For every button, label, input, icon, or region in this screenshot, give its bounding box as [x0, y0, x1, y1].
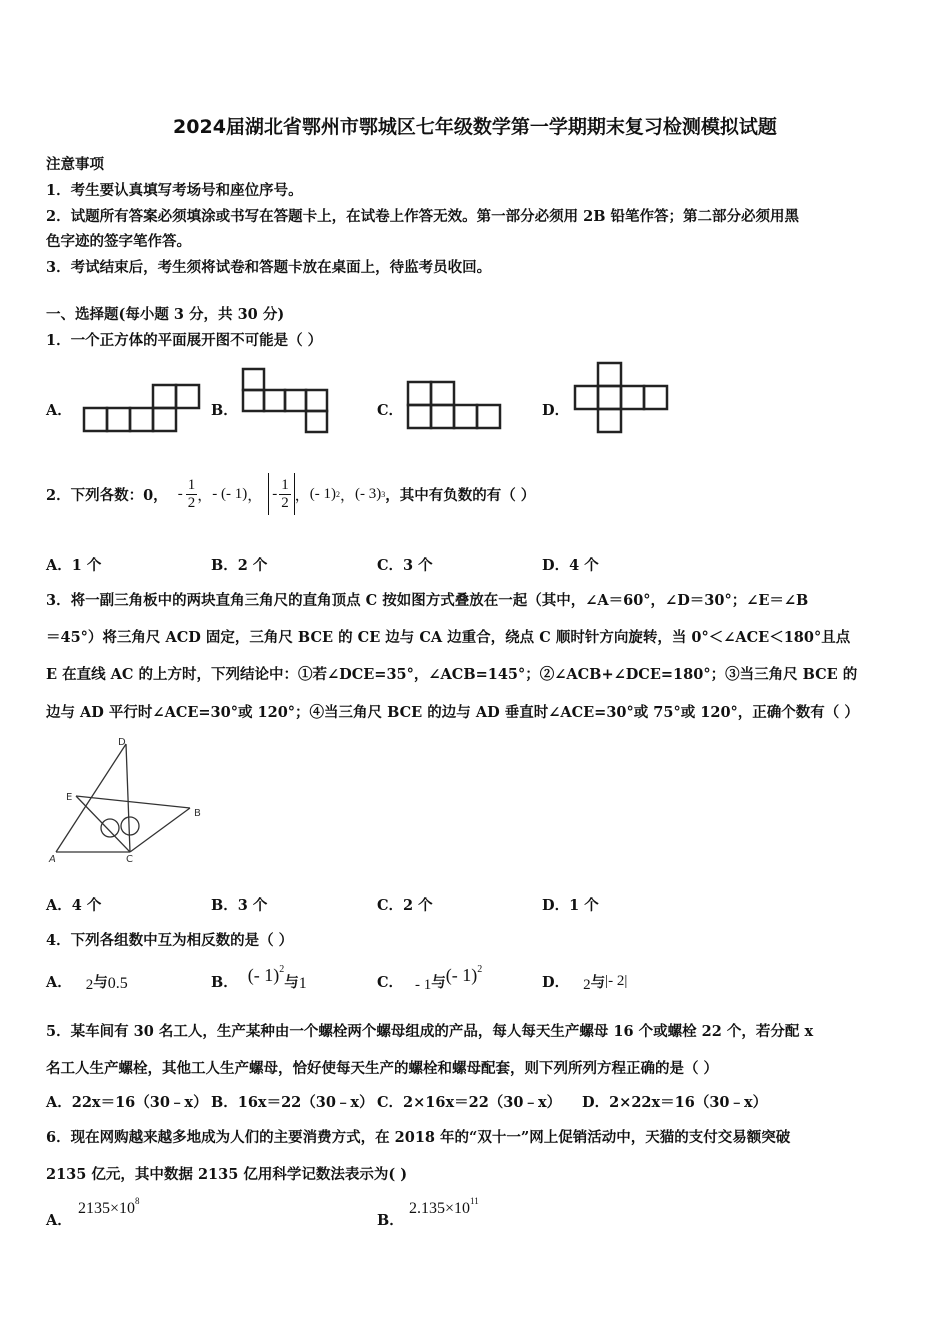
q3-option-a[interactable]: A．4 个	[46, 897, 102, 914]
q3-stem-line: E 在直线 AC 的上方时，下列结论中：①若∠DCE=35°，∠ACB=145°；②∠ACB+∠DCE=180°；③当三角尺 BCE 的	[46, 666, 858, 683]
edge-DC	[126, 744, 130, 852]
q2-option-b[interactable]: B．2 个	[211, 557, 268, 574]
q6-stem-line: 2135 亿元，其中数据 2135 亿用科学记数法表示为( )	[46, 1166, 408, 1183]
q1-option-d-label[interactable]: D．	[542, 402, 570, 419]
edge-EC	[76, 796, 130, 852]
q2-stem	[46, 472, 535, 516]
q2-fraction-denominator: 2	[187, 494, 196, 511]
q3-option-d[interactable]: D．1 个	[542, 897, 599, 914]
q4-option-c-value: - 1	[415, 976, 432, 993]
q2-option-d[interactable]: D．4 个	[542, 557, 599, 574]
q2-abs-fraction	[279, 477, 291, 512]
notice-heading: 注意事项	[46, 156, 104, 173]
q3-stem-line: 边与 AD 平行时∠ACE=30°或 120°；④当三角尺 BCE 的边与 AD 垂直时∠ACE=30°或 75°或 120°，正确个数有（ ）	[46, 704, 859, 721]
q4-option-c-label: C．	[377, 973, 404, 991]
q3-option-c[interactable]: C．2 个	[377, 897, 433, 914]
q4-option-c[interactable]	[377, 963, 482, 999]
q4-option-a-value: 2	[85, 976, 94, 993]
cube-net-d	[574, 362, 670, 434]
q6-option-b-mantissa: 2.135×10	[409, 1200, 471, 1217]
q6-option-a-exponent: 8	[135, 1196, 140, 1206]
q2-term5-exponent: 3	[381, 489, 386, 499]
q2-sep: ，	[339, 487, 355, 504]
q2-suffix: ，其中有负数的有（ ）	[385, 486, 536, 504]
q4-option-a[interactable]	[46, 963, 128, 999]
q2-term5: (- 3)	[354, 485, 382, 502]
angle-mark-circle	[121, 817, 139, 835]
q5-option-a[interactable]: A．22x＝16（30﹣x）	[46, 1094, 208, 1111]
q4-option-b[interactable]	[211, 963, 307, 999]
cube-net-b	[242, 368, 332, 434]
notice-item: 色字迹的签字笔作答。	[46, 233, 191, 250]
q2-term4-exponent: 2	[335, 489, 340, 499]
q2-abs-neg-sign: -	[272, 485, 278, 502]
q2-sep: ，	[197, 487, 213, 504]
triangle-figure	[46, 736, 216, 866]
q4-option-c-exponent: 2	[477, 963, 483, 975]
q1-option-c-label[interactable]: C．	[377, 402, 404, 419]
q6-stem-line: 6．现在网购越来越多地成为人们的主要消费方式，在 2018 年的“双十一”网上促销活动中，天猫的支付交易额突破	[46, 1129, 791, 1146]
q6-option-a-base	[78, 1196, 140, 1218]
label-b: B	[194, 808, 201, 819]
section-heading: 一、选择题(每小题 3 分，共 30 分)	[46, 306, 285, 323]
q4-option-a-value2: 0.5	[107, 975, 128, 992]
q4-option-b-exponent: 2	[279, 963, 285, 975]
q4-option-b-label: B．	[211, 973, 238, 991]
q4-option-b-with: 与	[284, 973, 299, 991]
q2-prefix: 2．下列各数：0，	[46, 486, 168, 504]
q5-option-b[interactable]: B．16x＝22（30﹣x）	[211, 1094, 374, 1111]
q2-abs-denominator: 2	[281, 494, 289, 511]
notice-item: 1．考生要认真填写考场号和座位序号。	[46, 182, 303, 199]
label-d: D	[118, 737, 126, 748]
notice-item: 3．考试结束后，考生须将试卷和答题卡放在桌面上，待监考员收回。	[46, 259, 492, 276]
q6-option-b-base	[409, 1196, 479, 1218]
q6-option-a-mantissa: 2135×10	[78, 1200, 136, 1217]
q2-option-a[interactable]: A．1 个	[46, 557, 102, 574]
cube-net-c	[407, 381, 505, 431]
q5-stem-line: 5．某车间有 30 名工人，生产某种由一个螺栓两个螺母组成的产品，每人每天生产螺母 16 个或螺栓 22 个，若分配 x	[46, 1023, 814, 1040]
q4-option-a-label: A．	[46, 973, 72, 991]
q6-option-a-label: A．	[46, 1212, 72, 1229]
q4-option-c-base: (- 1)	[445, 964, 478, 985]
label-c: C	[126, 854, 133, 865]
q4-option-c-with: 与	[431, 973, 446, 991]
page-title: 2024届湖北省鄂州市鄂城区七年级数学第一学期期末复习检测模拟试题	[173, 116, 777, 138]
q6-option-b-exponent: 11	[470, 1196, 479, 1206]
q4-option-d[interactable]	[542, 963, 627, 999]
label-a: A	[49, 854, 56, 865]
q6-option-a[interactable]	[46, 1194, 346, 1230]
q4-option-a-with: 与	[93, 973, 108, 991]
q2-neg-sign: -	[177, 485, 183, 502]
q1-option-b-label[interactable]: B．	[211, 402, 238, 419]
q2-fraction-numerator: 1	[187, 476, 196, 493]
q4-option-b-value2: 1	[298, 975, 307, 992]
q6-option-b-label: B．	[377, 1212, 404, 1229]
q2-abs-numerator: 1	[281, 476, 289, 493]
q5-option-c[interactable]: C．2×16x＝22（30﹣x）	[377, 1094, 562, 1111]
q2-option-c[interactable]: C．3 个	[377, 557, 433, 574]
q3-option-b[interactable]: B．3 个	[211, 897, 268, 914]
q3-stem-line: ＝45°）将三角尺 ACD 固定，三角尺 BCE 的 CE 边与 CA 边重合，绕点 C 顺时针方向旋转，当 0°＜∠ACE＜180°且点	[46, 629, 851, 646]
q2-abs-value	[268, 473, 295, 515]
q3-stem-line: 3．将一副三角板中的两块直角三角尺的直角顶点 C 按如图方式叠放在一起（其中，∠A＝60°，∠D＝30°；∠E＝∠B	[46, 592, 809, 609]
q4-option-d-value2: |- 2|	[605, 972, 628, 989]
q5-stem-line: 名工人生产螺栓，其他工人生产螺母，恰好使每天生产的螺栓和螺母配套，则下列所列方程正确的是（ ）	[46, 1060, 719, 1077]
q4-option-b-base: (- 1)	[247, 964, 280, 985]
q6-option-b[interactable]	[377, 1194, 677, 1230]
q4-option-d-value: 2	[583, 976, 591, 993]
q4-option-d-with: 与	[590, 973, 606, 991]
q4-option-d-label: D．	[542, 973, 570, 991]
q5-option-d[interactable]: D．2×22x＝16（30﹣x）	[582, 1094, 768, 1111]
q1-option-a-label[interactable]: A．	[46, 402, 72, 419]
q1-stem: 1．一个正方体的平面展开图不可能是（ ）	[46, 332, 323, 349]
q2-term4: (- 1)	[309, 485, 336, 502]
q2-sep: ，	[247, 487, 263, 504]
notice-item: 2．试题所有答案必须填涂或书写在答题卡上，在试卷上作答无效。第一部分必须用 2B 铅笔作答；第二部分必须用黑	[46, 208, 800, 225]
q2-term2: - (- 1)	[212, 485, 248, 502]
q2-fraction	[186, 477, 198, 512]
label-e: E	[66, 792, 73, 803]
angle-mark-circle	[101, 819, 119, 837]
edge-EB	[76, 796, 190, 808]
q4-stem: 4．下列各组数中互为相反数的是（ ）	[46, 932, 294, 949]
q2-sep: ，	[294, 487, 310, 504]
edge-CB	[130, 808, 190, 852]
cube-net-a	[83, 382, 203, 434]
